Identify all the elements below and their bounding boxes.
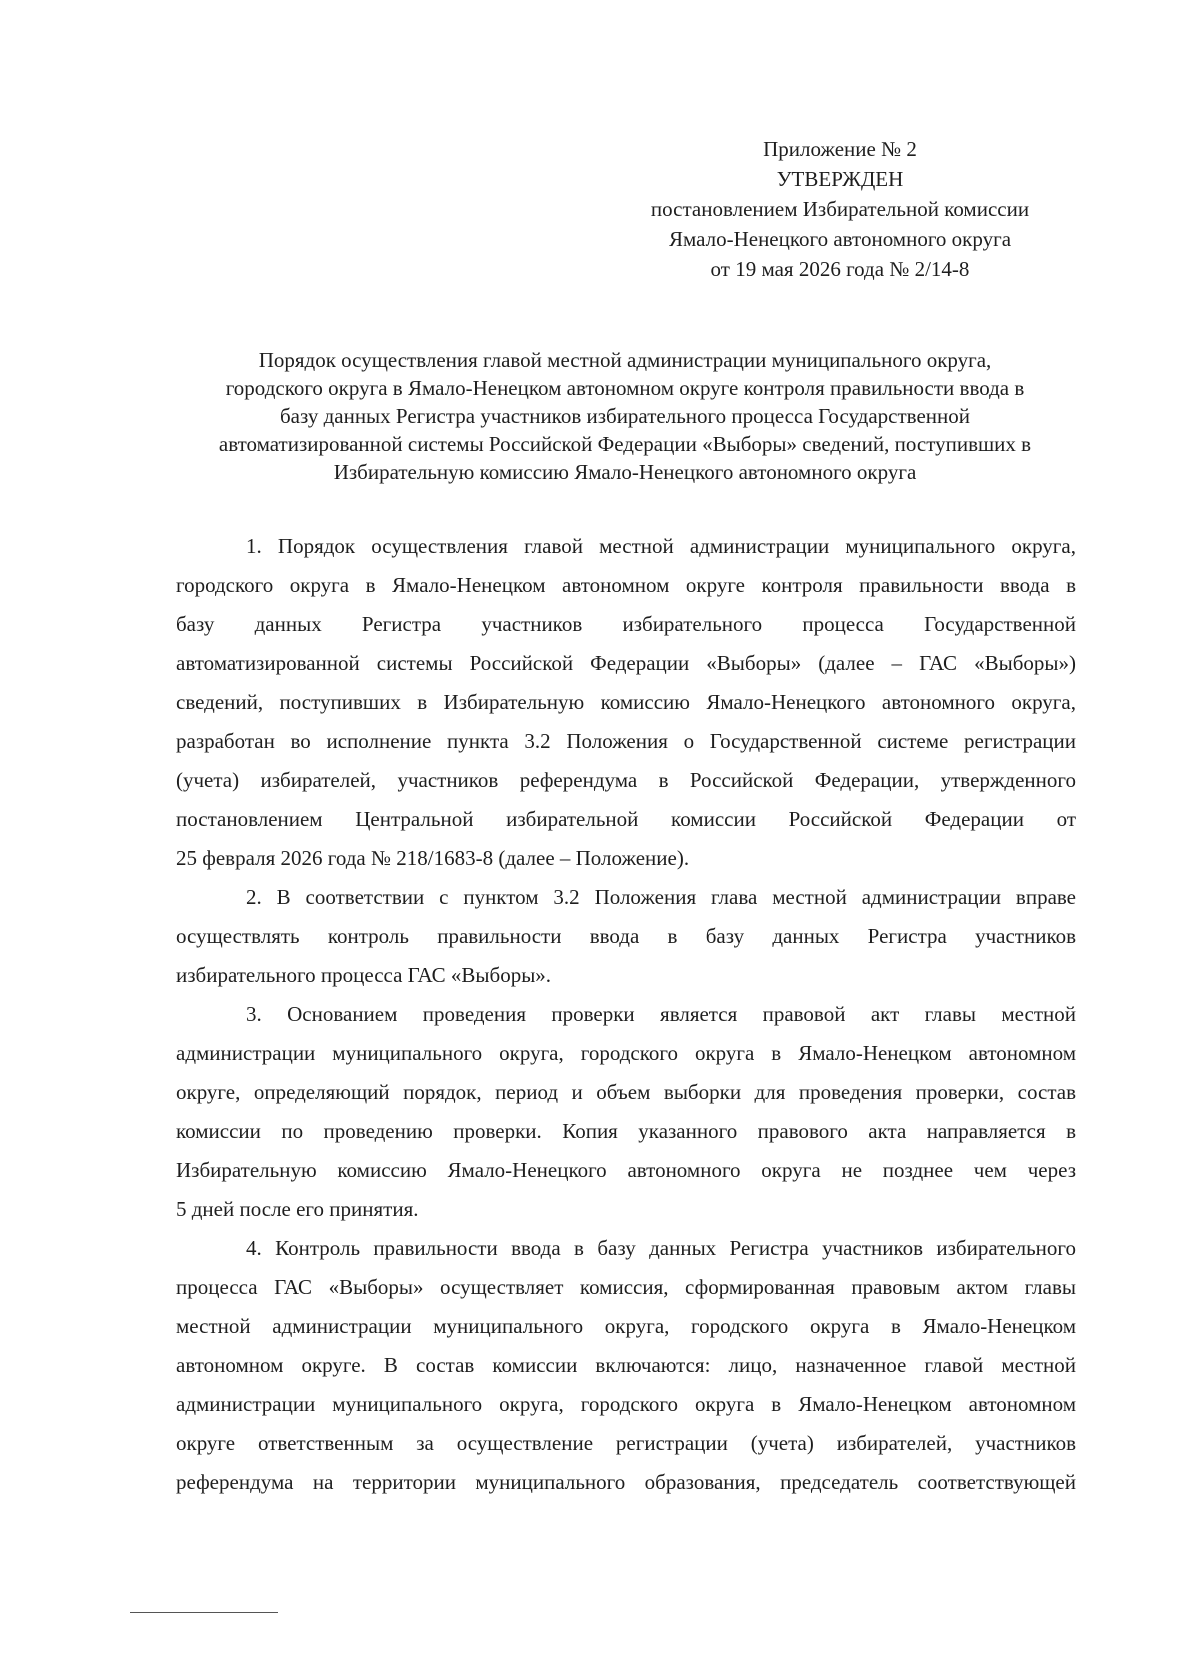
title-line: Порядок осуществления главой местной администрации муниципального округа,: [258, 348, 992, 372]
text-line: городского округа в Ямало-Ненецком автономном округе контроля правильности ввода в: [176, 573, 1076, 597]
text-line: избирательного процесса ГАС «Выборы».: [176, 963, 552, 987]
text-line: 4. Контроль правильности ввода в базу данных Регистра участников избирательного: [246, 1236, 1076, 1260]
text-line: разработан во исполнение пункта 3.2 Положения о Государственной системе регистрации: [176, 729, 1076, 753]
paragraph-3: [176, 995, 1076, 1229]
text-line: (учета) избирателей, участников референдума в Российской Федерации, утвержденного: [176, 768, 1076, 792]
text-line: 1. Порядок осуществления главой местной администрации муниципального округа,: [246, 534, 1076, 558]
text-line: сведений, поступивших в Избирательную комиссию Ямало-Ненецкого автономного округа,: [176, 690, 1076, 714]
text-line: 5 дней после его принятия.: [176, 1197, 419, 1221]
document-body: [176, 527, 1076, 1502]
text-line: местной администрации муниципального округа, городского округа в Ямало-Ненецком: [176, 1314, 1076, 1338]
text-line: автономном округе. В состав комиссии включаются: лицо, назначенное главой местной: [176, 1353, 1076, 1377]
paragraph-4: [176, 1229, 1076, 1502]
text-line: округе ответственным за осуществление регистрации (учета) избирателей, участников: [176, 1431, 1076, 1455]
text-line: постановлением Центральной избирательной комиссии Российской Федерации от: [176, 807, 1076, 831]
approved-by-region: Ямало-Ненецкого автономного округа: [668, 227, 1012, 251]
title-line: базу данных Регистра участников избирательного процесса Государственной: [279, 404, 971, 428]
title-line: городского округа в Ямало-Ненецком автономном округе контроля правильности ввода в: [225, 376, 1025, 400]
appendix-number: Приложение № 2: [763, 137, 917, 161]
title-line: Избирательную комиссию Ямало-Ненецкого автономного округа: [333, 460, 917, 484]
approval-date-number: от 19 мая 2026 года № 2/14-8: [710, 257, 970, 281]
paragraph-2: [176, 878, 1076, 995]
title-line: автоматизированной системы Российской Федерации «Выборы» сведений, поступивших в: [218, 432, 1032, 456]
text-line: 2. В соответствии с пунктом 3.2 Положения глава местной администрации вправе: [246, 885, 1076, 909]
text-line: 25 февраля 2026 года № 218/1683-8 (далее – Положение).: [176, 846, 690, 870]
paragraph-1: [176, 527, 1076, 878]
footnote-separator: [130, 1612, 278, 1613]
approval-block: [570, 134, 1110, 284]
text-line: осуществлять контроль правильности ввода в базу данных Регистра участников: [176, 924, 1076, 948]
text-line: комиссии по проведению проверки. Копия указанного правового акта направляется в: [176, 1119, 1076, 1143]
approved-by: постановлением Избирательной комиссии: [650, 197, 1030, 221]
text-line: автоматизированной системы Российской Федерации «Выборы» (далее – ГАС «Выборы»): [176, 651, 1076, 675]
text-line: базу данных Регистра участников избирательного процесса Государственной: [176, 612, 1076, 636]
text-line: референдума на территории муниципального образования, председатель соответствующей: [176, 1470, 1076, 1494]
document-title: [170, 346, 1080, 486]
text-line: администрации муниципального округа, городского округа в Ямало-Ненецком автономном: [176, 1392, 1076, 1416]
text-line: администрации муниципального округа, городского округа в Ямало-Ненецком автономном: [176, 1041, 1076, 1065]
approved-label: УТВЕРЖДЕН: [776, 167, 904, 191]
text-line: округе, определяющий порядок, период и объем выборки для проведения проверки, состав: [176, 1080, 1076, 1104]
text-line: процесса ГАС «Выборы» осуществляет комиссия, сформированная правовым актом главы: [176, 1275, 1076, 1299]
text-line: Избирательную комиссию Ямало-Ненецкого автономного округа не позднее чем через: [176, 1158, 1076, 1182]
text-line: 3. Основанием проведения проверки является правовой акт главы местной: [246, 1002, 1076, 1026]
